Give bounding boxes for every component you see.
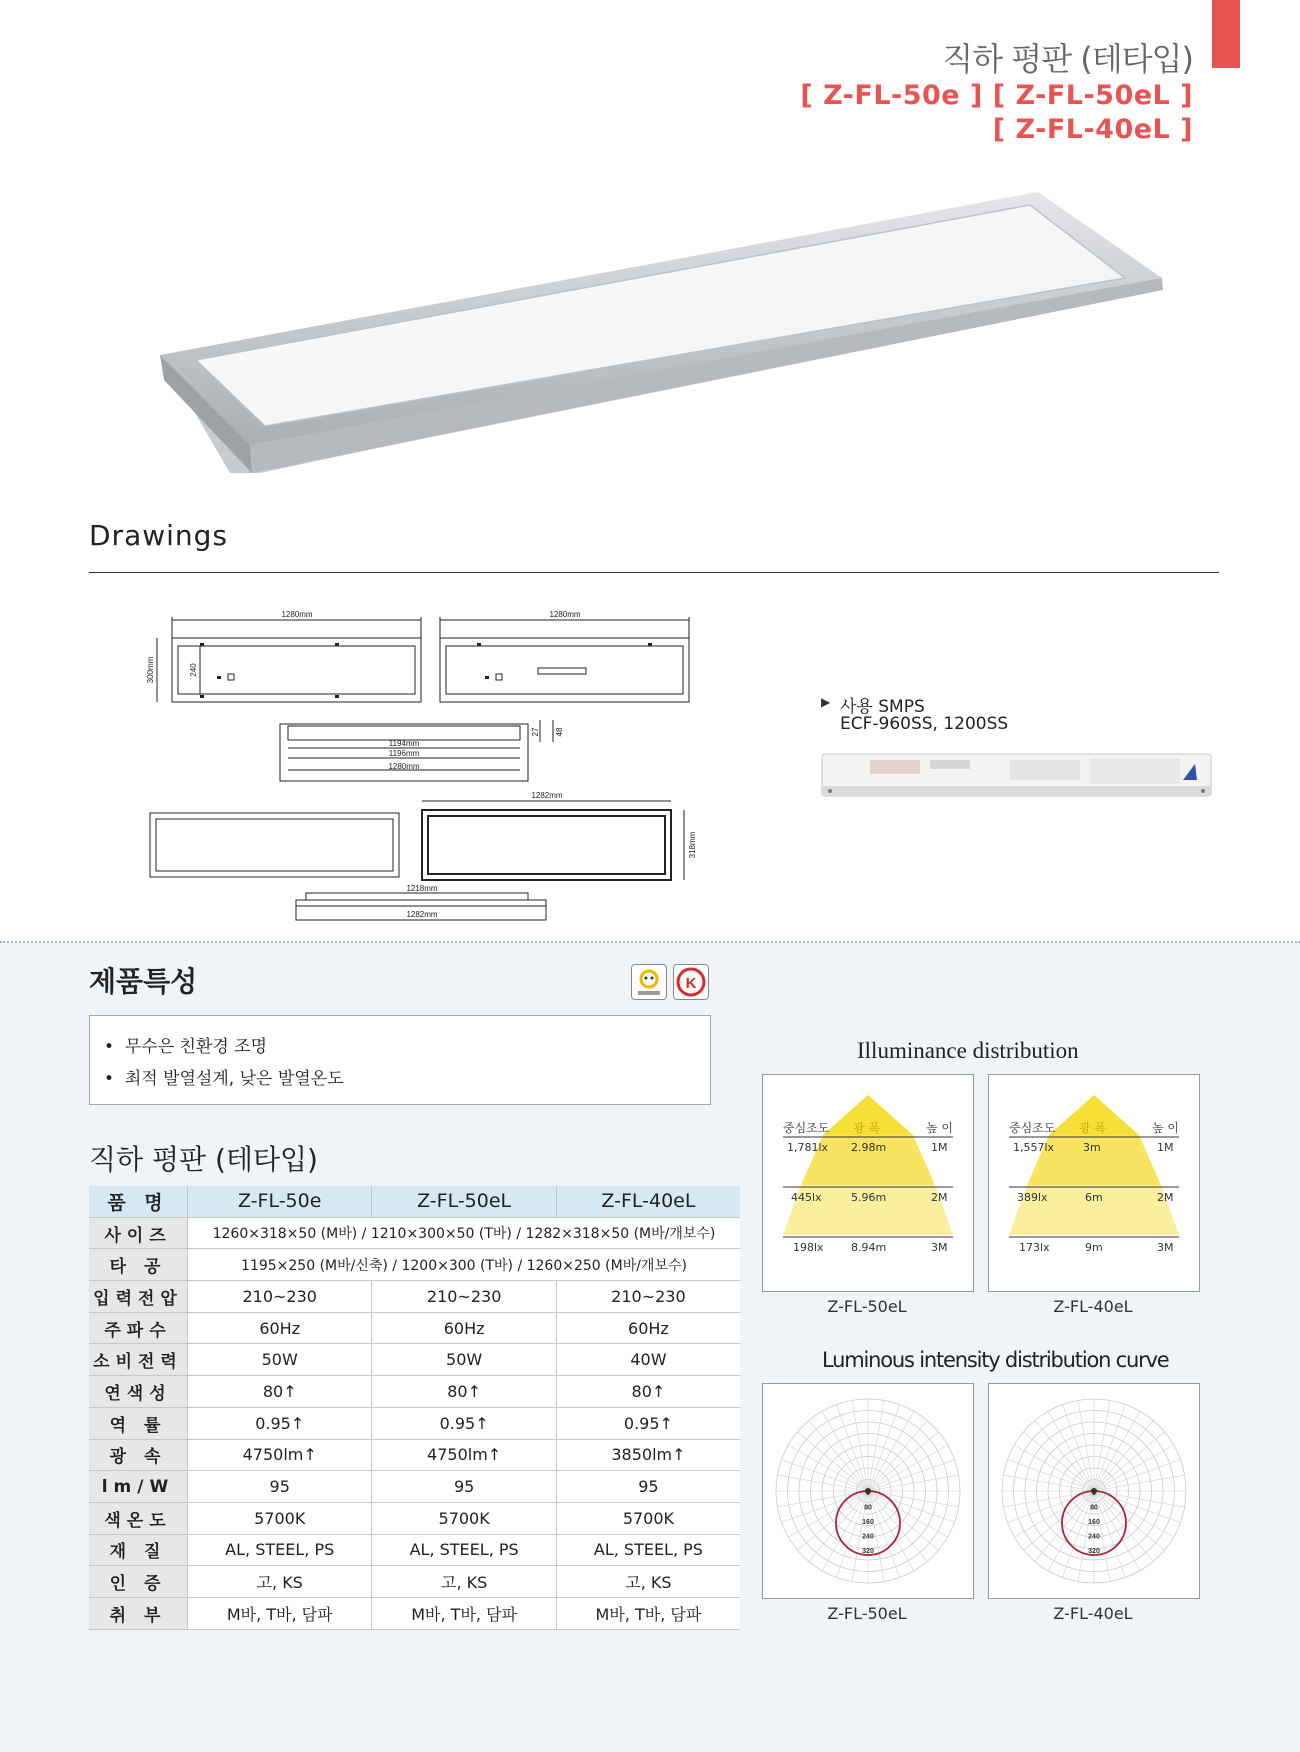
- spec-label: 주파수: [89, 1312, 188, 1344]
- width-value: 5.96m: [851, 1191, 887, 1204]
- spec-label: 타 공: [89, 1249, 188, 1281]
- spec-label: 취 부: [89, 1597, 188, 1629]
- polar-caption: Z-FL-40eL: [1053, 1604, 1133, 1623]
- spec-value: 210~230: [372, 1281, 556, 1313]
- spec-value: 0.95↑: [372, 1407, 556, 1439]
- ring-label: 320: [862, 1548, 874, 1555]
- feature-item: • 최적 발열설계, 낮은 발열온도: [104, 1069, 344, 1089]
- ring-label: 80: [864, 1504, 872, 1512]
- spec-label: lm/W: [89, 1471, 188, 1503]
- spec-label: 광 속: [89, 1439, 188, 1471]
- polar-chart: [763, 1384, 973, 1598]
- spec-value: AL, STEEL, PS: [188, 1534, 372, 1566]
- polar-chart: [989, 1384, 1199, 1598]
- illuminance-caption: Z-FL-40eL: [1053, 1297, 1133, 1316]
- svg-text:K: K: [685, 975, 697, 992]
- dim-1218: 1218mm: [406, 884, 438, 893]
- lux-value: 1,781lx: [787, 1141, 829, 1154]
- dim-side-h1: 27: [531, 727, 540, 737]
- spec-value: M바, T바, 담파: [372, 1597, 556, 1629]
- dim-height-240: 240: [189, 663, 198, 677]
- spec-value: 50W: [372, 1344, 556, 1376]
- spec-value: 40W: [556, 1344, 740, 1376]
- model-header: Z-FL-50eL: [372, 1186, 556, 1217]
- illuminance-title: Illuminance distribution: [857, 1038, 1079, 1063]
- dim-top-right-width: 1280mm: [549, 610, 581, 619]
- col-width-label: 광 폭: [1079, 1121, 1106, 1135]
- ring-label: 0: [1092, 1490, 1096, 1497]
- spec-row: [89, 1312, 740, 1344]
- height-value: 1M: [931, 1141, 948, 1154]
- ring-label: 160: [1088, 1519, 1100, 1526]
- spec-label: 색온도: [89, 1502, 188, 1534]
- spec-row: [89, 1471, 740, 1503]
- model-line-2: [ Z-FL-40eL ]: [992, 114, 1193, 145]
- spec-value: 5700K: [556, 1502, 740, 1534]
- spec-row: [89, 1534, 740, 1566]
- spec-value: 80↑: [188, 1376, 372, 1408]
- spec-row: [89, 1439, 740, 1471]
- spec-value: AL, STEEL, PS: [556, 1534, 740, 1566]
- spec-label: 재 질: [89, 1534, 188, 1566]
- page-title: 직하 평판 (테타입): [942, 40, 1193, 78]
- ring-label: 320: [1088, 1548, 1100, 1555]
- illuminance-panel-40el: [988, 1074, 1200, 1292]
- lux-value: 173lx: [1019, 1241, 1050, 1254]
- lux-value: 198lx: [793, 1241, 824, 1254]
- width-value: 8.94m: [851, 1241, 887, 1254]
- product-panel-image: [160, 190, 1170, 475]
- smps-models: ECF-960SS, 1200SS: [840, 714, 1009, 734]
- kc-cert-icon: [673, 964, 709, 1000]
- spec-value: 60Hz: [188, 1312, 372, 1344]
- polar-panel-40el: [988, 1383, 1200, 1599]
- spec-value: AL, STEEL, PS: [372, 1534, 556, 1566]
- spec-value: 95: [372, 1471, 556, 1503]
- spec-value: 고, KS: [556, 1566, 740, 1598]
- smps-label: 사용 SMPS: [840, 697, 925, 717]
- width-value: 3m: [1083, 1141, 1101, 1154]
- spec-label: 사이즈: [89, 1217, 188, 1249]
- accent-bar: [1212, 0, 1240, 68]
- spec-value: 210~230: [188, 1281, 372, 1313]
- col-height-label: 높 이: [1152, 1121, 1179, 1135]
- spec-row: [89, 1217, 740, 1249]
- width-value: 2.98m: [851, 1141, 887, 1154]
- spec-value: 60Hz: [556, 1312, 740, 1344]
- spec-value: 5700K: [188, 1502, 372, 1534]
- spec-value: 95: [188, 1471, 372, 1503]
- spec-label: 품 명: [89, 1186, 188, 1217]
- spec-value: 고, KS: [188, 1566, 372, 1598]
- spec-value: 60Hz: [372, 1312, 556, 1344]
- spec-label: 연색성: [89, 1376, 188, 1408]
- dim-frame-width: 1282mm: [531, 791, 563, 800]
- spec-value: 4750lm↑: [372, 1439, 556, 1471]
- ring-label: 0: [866, 1490, 870, 1497]
- smps-image: [820, 750, 1213, 802]
- width-value: 6m: [1085, 1191, 1103, 1204]
- dim-height-300: 300mm: [146, 656, 155, 684]
- spec-value: 4750lm↑: [188, 1439, 372, 1471]
- spec-value: 0.95↑: [188, 1407, 372, 1439]
- spec-value: 80↑: [372, 1376, 556, 1408]
- dim-1196: 1196mm: [388, 749, 420, 758]
- drawings-heading: Drawings: [89, 519, 229, 552]
- spec-value: 80↑: [556, 1376, 740, 1408]
- spec-row: [89, 1344, 740, 1376]
- height-value: 1M: [1157, 1141, 1174, 1154]
- high-efficiency-cert-icon: [631, 964, 667, 1000]
- spec-value: 5700K: [372, 1502, 556, 1534]
- dim-1194: 1194mm: [388, 739, 420, 748]
- col-center-label: 중심조도: [783, 1121, 830, 1135]
- spec-value: 210~230: [556, 1281, 740, 1313]
- model-header: Z-FL-50e: [188, 1186, 372, 1217]
- spec-label: 입력전압: [89, 1281, 188, 1313]
- dim-top-left-width: 1280mm: [281, 610, 313, 619]
- spec-value: 0.95↑: [556, 1407, 740, 1439]
- height-value: 2M: [931, 1191, 948, 1204]
- model-header: Z-FL-40eL: [556, 1186, 740, 1217]
- model-line-1: [ Z-FL-50e ] [ Z-FL-50eL ]: [800, 80, 1193, 111]
- spec-label: 역 률: [89, 1407, 188, 1439]
- ring-label: 240: [862, 1533, 874, 1541]
- dim-frame-height: 318mm: [688, 831, 697, 859]
- height-value: 2M: [1157, 1191, 1174, 1204]
- dim-1282: 1282mm: [406, 910, 438, 919]
- spec-header-row: [89, 1186, 740, 1217]
- divider: [89, 572, 1219, 573]
- polar-caption: Z-FL-50eL: [827, 1604, 907, 1623]
- illuminance-panel-50el: [762, 1074, 974, 1292]
- lux-value: 445lx: [791, 1191, 822, 1204]
- illuminance-caption: Z-FL-50eL: [827, 1297, 907, 1316]
- luminous-title: Luminous intensity distribution curve: [822, 1348, 1169, 1372]
- spec-row: [89, 1281, 740, 1313]
- col-center-label: 중심조도: [1009, 1121, 1056, 1135]
- spec-row: [89, 1566, 740, 1598]
- spec-span-value: 1260×318×50 (M바) / 1210×300×50 (T바) / 1282×318×50 (M바/개보수): [188, 1217, 741, 1249]
- bullet-triangle-icon: ▶: [821, 695, 831, 709]
- ring-label: 160: [862, 1519, 874, 1526]
- col-width-label: 광 폭: [853, 1121, 880, 1135]
- spec-row: [89, 1376, 740, 1408]
- ring-label: 80: [1090, 1504, 1098, 1512]
- spec-row: [89, 1407, 740, 1439]
- spec-row: [89, 1597, 740, 1629]
- width-value: 9m: [1085, 1241, 1103, 1254]
- spec-table: [89, 1186, 740, 1630]
- spec-row: [89, 1502, 740, 1534]
- dim-1280: 1280mm: [388, 762, 420, 771]
- spec-value: M바, T바, 담파: [556, 1597, 740, 1629]
- spec-span-value: 1195×250 (M바/신축) / 1200×300 (T바) / 1260×250 (M바/개보수): [188, 1249, 741, 1281]
- lux-value: 1,557lx: [1013, 1141, 1055, 1154]
- spec-value: 50W: [188, 1344, 372, 1376]
- height-value: 3M: [931, 1241, 948, 1254]
- spec-label: 소비전력: [89, 1344, 188, 1376]
- spec-value: 95: [556, 1471, 740, 1503]
- spec-value: M바, T바, 담파: [188, 1597, 372, 1629]
- features-heading: 제품특성: [89, 965, 198, 998]
- polar-panel-50el: [762, 1383, 974, 1599]
- dim-side-h2: 48: [555, 727, 564, 737]
- spec-label: 인 증: [89, 1566, 188, 1598]
- lux-value: 389lx: [1017, 1191, 1048, 1204]
- spec-value: 고, KS: [372, 1566, 556, 1598]
- features-box: [89, 1015, 711, 1105]
- col-height-label: 높 이: [926, 1121, 953, 1135]
- ring-label: 240: [1088, 1533, 1100, 1541]
- spec-heading: 직하 평판 (테타입): [89, 1143, 318, 1176]
- height-value: 3M: [1157, 1241, 1174, 1254]
- spec-row: [89, 1249, 740, 1281]
- feature-item: • 무수은 친환경 조명: [104, 1037, 268, 1057]
- technical-drawings: [120, 608, 720, 926]
- spec-value: 3850lm↑: [556, 1439, 740, 1471]
